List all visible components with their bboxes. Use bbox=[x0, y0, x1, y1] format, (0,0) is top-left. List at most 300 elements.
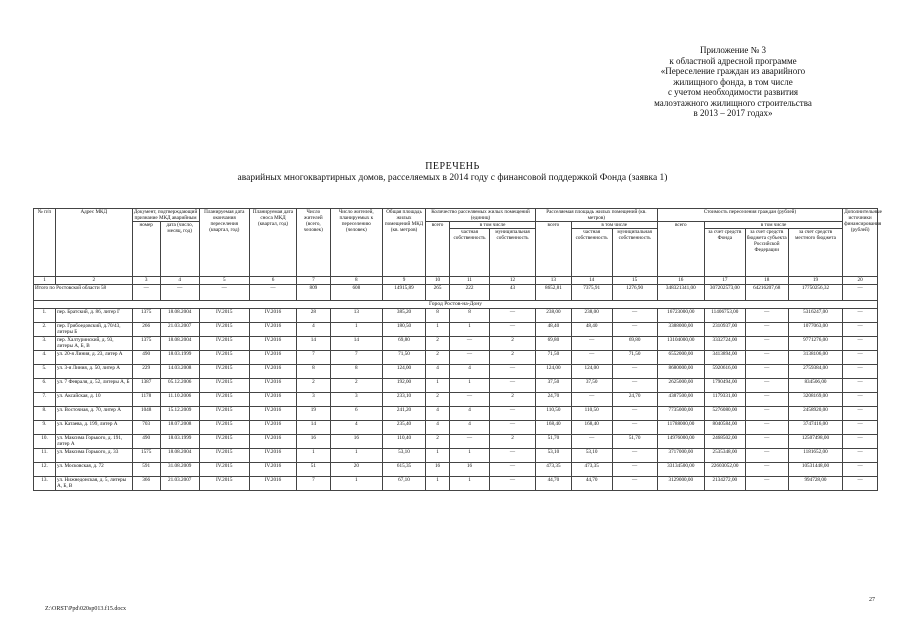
appendix-note bbox=[583, 45, 883, 119]
table-cell: 233,10 bbox=[383, 393, 426, 407]
table-cell: IV.2016 bbox=[249, 435, 296, 449]
table-cell: 490 bbox=[132, 351, 160, 365]
table-cell: 3413894,00 bbox=[704, 351, 745, 365]
column-number: 14 bbox=[571, 277, 612, 285]
table-cell: 2 bbox=[489, 435, 535, 449]
table-cell: — bbox=[612, 421, 657, 435]
column-number: 15 bbox=[612, 277, 657, 285]
table-cell: 473,35 bbox=[571, 463, 612, 477]
row-address: ул. Московская, д. 72 bbox=[56, 463, 133, 477]
table-cell: — bbox=[450, 351, 490, 365]
table-cell: 53,10 bbox=[536, 449, 572, 463]
table-cell: — bbox=[843, 421, 878, 435]
table-cell: 11788000,00 bbox=[657, 421, 704, 435]
table-cell: 13104000,00 bbox=[657, 337, 704, 351]
table-cell: — bbox=[489, 463, 535, 477]
column-numbers-row bbox=[34, 277, 878, 285]
header-residents-planned: Число жителей, планируемых к переселению (человек) bbox=[330, 209, 382, 277]
table-cell: 11.10.2006 bbox=[160, 393, 199, 407]
table-cell: 3388000,00 bbox=[657, 323, 704, 337]
header-cost-local: за счет средств местного бюджета bbox=[788, 229, 843, 277]
table-cell: 33134500,00 bbox=[657, 463, 704, 477]
table-cell: 13 bbox=[330, 309, 382, 323]
table-cell: 1. bbox=[34, 309, 56, 323]
table-row bbox=[34, 365, 878, 379]
table-cell: 1790494,00 bbox=[704, 379, 745, 393]
table-cell: — bbox=[612, 323, 657, 337]
table-cell: 19 bbox=[297, 407, 331, 421]
table-cell: 235,40 bbox=[383, 421, 426, 435]
table-cell: 11406753,00 bbox=[704, 309, 745, 323]
table-cell: 1 bbox=[297, 449, 331, 463]
table-cell: 14 bbox=[297, 421, 331, 435]
table-cell: — bbox=[450, 393, 490, 407]
table-row bbox=[34, 393, 878, 407]
table-cell: — bbox=[612, 449, 657, 463]
table-cell: 16 bbox=[450, 463, 490, 477]
table-cell: — bbox=[571, 435, 612, 449]
table-cell: 3 bbox=[330, 393, 382, 407]
table-cell: 16 bbox=[330, 435, 382, 449]
column-number: 5 bbox=[199, 277, 249, 285]
table-cell: 24,70 bbox=[612, 393, 657, 407]
table-cell: IV.2016 bbox=[249, 379, 296, 393]
table-cell: 703 bbox=[132, 421, 160, 435]
summary-row bbox=[34, 285, 878, 301]
table-cell: 4387500,00 bbox=[657, 393, 704, 407]
table-cell: 2 bbox=[426, 351, 450, 365]
header-extra: Дополнительные источники финансирования (рублей) bbox=[843, 209, 878, 277]
table-cell: 192,00 bbox=[383, 379, 426, 393]
column-number: 3 bbox=[132, 277, 160, 285]
table-cell: 9. bbox=[34, 421, 56, 435]
row-address: ул. 7 Февраля, д. 52, литеры А, Б bbox=[56, 379, 133, 393]
table-cell: 3 bbox=[297, 393, 331, 407]
table-cell: 14 bbox=[330, 337, 382, 351]
summary-cell: 14915,89 bbox=[383, 285, 426, 301]
table-cell: 53,10 bbox=[383, 449, 426, 463]
table-cell: 12. bbox=[34, 463, 56, 477]
table-cell: 21.03.2007 bbox=[160, 323, 199, 337]
summary-label: Итого по Ростовской области 58 bbox=[34, 285, 133, 301]
header-row-2 bbox=[34, 222, 878, 229]
table-cell: — bbox=[612, 309, 657, 323]
table-cell: 16 bbox=[297, 435, 331, 449]
appendix-line: жилищного фонда, в том числе bbox=[673, 76, 793, 87]
table-cell: 11. bbox=[34, 449, 56, 463]
summary-cell: 43 bbox=[489, 285, 535, 301]
row-address: ул. 3-я Линия, д. 50, литер А bbox=[56, 365, 133, 379]
table-cell: IV.2016 bbox=[249, 393, 296, 407]
table-cell: IV.2015 bbox=[199, 421, 249, 435]
appendix-line: с учетом необходимости развития bbox=[667, 87, 799, 97]
table-row bbox=[34, 379, 878, 393]
table-cell: 1178 bbox=[132, 393, 160, 407]
table-cell: 51,70 bbox=[536, 435, 572, 449]
header-cost-total: всего bbox=[657, 222, 704, 277]
table-cell: IV.2015 bbox=[199, 477, 249, 491]
table-cell: 591 bbox=[132, 463, 160, 477]
table-cell: — bbox=[843, 323, 878, 337]
column-number: 4 bbox=[160, 277, 199, 285]
table-cell: 16 bbox=[426, 463, 450, 477]
table-cell: IV.2015 bbox=[199, 365, 249, 379]
table-cell: 05.12.2006 bbox=[160, 379, 199, 393]
header-area-total: всего bbox=[536, 222, 572, 277]
header-cost: Стоимость переселения граждан (рублей) bbox=[657, 209, 843, 222]
table-cell: — bbox=[571, 337, 612, 351]
table-cell: 1077063,00 bbox=[788, 323, 843, 337]
table-cell: 238,00 bbox=[536, 309, 572, 323]
table-row bbox=[34, 435, 878, 449]
table-cell: 834506,00 bbox=[788, 379, 843, 393]
table-cell: 994728,00 bbox=[788, 477, 843, 491]
table-row bbox=[34, 323, 878, 337]
header-document: Документ, подтверждающий признание МКД аварийным bbox=[133, 209, 198, 221]
table-cell: — bbox=[745, 407, 788, 421]
table-cell: 18.08.2004 bbox=[160, 337, 199, 351]
city-name: Город Ростов-на-Дону bbox=[34, 301, 878, 309]
table-cell: 1 bbox=[450, 379, 490, 393]
table-cell: 266 bbox=[132, 323, 160, 337]
table-cell: 21.03.2007 bbox=[160, 477, 199, 491]
table-cell: IV.2015 bbox=[199, 449, 249, 463]
table-cell: IV.2015 bbox=[199, 463, 249, 477]
table-cell: 69,80 bbox=[536, 337, 572, 351]
table-cell: 1179331,00 bbox=[704, 393, 745, 407]
column-number: 17 bbox=[704, 277, 745, 285]
table-cell: IV.2015 bbox=[199, 379, 249, 393]
table-cell: 4 bbox=[297, 323, 331, 337]
table-cell: 67,10 bbox=[383, 477, 426, 491]
row-address: ул. Аксайская, д. 10 bbox=[56, 393, 133, 407]
table-cell: 1 bbox=[330, 477, 382, 491]
column-number: 18 bbox=[745, 277, 788, 285]
column-number: 11 bbox=[450, 277, 490, 285]
table-cell: 44,70 bbox=[571, 477, 612, 491]
table-cell: IV.2016 bbox=[249, 309, 296, 323]
header-rooms-private: частная собственность bbox=[450, 229, 490, 277]
column-number: 13 bbox=[536, 277, 572, 285]
table-row bbox=[34, 407, 878, 421]
table-cell: — bbox=[745, 365, 788, 379]
summary-cell: 1276,90 bbox=[612, 285, 657, 301]
table-cell: 51,70 bbox=[612, 435, 657, 449]
table-cell: 24,70 bbox=[536, 393, 572, 407]
table-row bbox=[34, 309, 878, 323]
table-cell: 10531448,00 bbox=[788, 463, 843, 477]
column-number: 8 bbox=[330, 277, 382, 285]
row-address: ул. Катаева, д. 199, литер А bbox=[56, 421, 133, 435]
table-cell: 3208169,00 bbox=[788, 393, 843, 407]
table-cell: IV.2016 bbox=[249, 323, 296, 337]
summary-cell: 222 bbox=[450, 285, 490, 301]
appendix-line: «Переселение граждан из аварийного bbox=[660, 66, 806, 76]
header-doc-date: дата (число, месяц, год) bbox=[160, 222, 199, 277]
table-cell: 8 bbox=[450, 309, 490, 323]
column-number: 2 bbox=[56, 277, 133, 285]
table-row bbox=[34, 477, 878, 491]
table-cell: 14.03.2008 bbox=[160, 365, 199, 379]
table-cell: — bbox=[843, 449, 878, 463]
table-cell: 48,40 bbox=[536, 323, 572, 337]
header-cost-fund: за счет средств Фонда bbox=[704, 229, 745, 277]
row-address: ул. Максима Горького, д. 191, литер А bbox=[56, 435, 133, 449]
table-cell: 110,40 bbox=[383, 435, 426, 449]
table-cell: 5316247,00 bbox=[788, 309, 843, 323]
table-cell: IV.2016 bbox=[249, 351, 296, 365]
row-address: ул. 20-я Линия, д. 23, литер А bbox=[56, 351, 133, 365]
row-address: пер. Халтуринский, д. 93, литеры А, Б, В bbox=[56, 337, 133, 351]
table-cell: 48,40 bbox=[571, 323, 612, 337]
table-cell: 18.08.2004 bbox=[160, 309, 199, 323]
summary-cell: 809 bbox=[297, 285, 331, 301]
table-cell: — bbox=[843, 407, 878, 421]
table-cell: IV.2016 bbox=[249, 365, 296, 379]
summary-cell: 64216207,68 bbox=[745, 285, 788, 301]
table-cell: 2468502,00 bbox=[704, 435, 745, 449]
table-cell: IV.2016 bbox=[249, 407, 296, 421]
file-path: Z:\ORST\Ppd\020sp013.f15.docx bbox=[45, 606, 127, 612]
table-cell: 53,10 bbox=[571, 449, 612, 463]
table-cell: 71,50 bbox=[536, 351, 572, 365]
header-total-area: Общая площадь жилых помещений МКД (кв. метров) bbox=[383, 209, 426, 277]
table-cell: 22603052,00 bbox=[704, 463, 745, 477]
table-cell: — bbox=[450, 435, 490, 449]
table-cell: 8 bbox=[426, 309, 450, 323]
header-rooms-incl: в том числе bbox=[450, 222, 536, 229]
table-row bbox=[34, 463, 878, 477]
header-area-private: частная собственность bbox=[571, 229, 612, 277]
table-cell: 6. bbox=[34, 379, 56, 393]
table-cell: — bbox=[489, 309, 535, 323]
table-cell: 366 bbox=[132, 477, 160, 491]
header-residents: Число жителей (всего, человек) bbox=[297, 209, 331, 277]
table-cell: 2. bbox=[34, 323, 56, 337]
table-cell: 7 bbox=[297, 477, 331, 491]
table-cell: 2535348,00 bbox=[704, 449, 745, 463]
table-cell: 12507498,00 bbox=[788, 435, 843, 449]
table-cell: 1 bbox=[426, 379, 450, 393]
table-cell: — bbox=[843, 351, 878, 365]
table-row bbox=[34, 421, 878, 435]
table-cell: 4 bbox=[450, 407, 490, 421]
table-cell: 1 bbox=[450, 449, 490, 463]
table-cell: 124,00 bbox=[571, 365, 612, 379]
table-cell: 8 bbox=[330, 365, 382, 379]
table-cell: — bbox=[843, 435, 878, 449]
table-cell: 2 bbox=[489, 351, 535, 365]
table-cell: 18.03.1999 bbox=[160, 435, 199, 449]
table-cell: 71,50 bbox=[383, 351, 426, 365]
row-address: ул. Максима Горького, д. 33 bbox=[56, 449, 133, 463]
table-cell: 8680000,00 bbox=[657, 365, 704, 379]
table-cell: 1 bbox=[330, 323, 382, 337]
table-cell: 4 bbox=[450, 365, 490, 379]
table-cell: 110,50 bbox=[536, 407, 572, 421]
table-cell: 238,00 bbox=[571, 309, 612, 323]
city-row bbox=[34, 301, 878, 309]
table-cell: 110,50 bbox=[571, 407, 612, 421]
table-cell: 37,50 bbox=[571, 379, 612, 393]
table-cell: IV.2015 bbox=[199, 323, 249, 337]
column-number: 1 bbox=[34, 277, 56, 285]
table-cell: 2134272,00 bbox=[704, 477, 745, 491]
appendix-line: в 2013 – 2017 годах» bbox=[693, 108, 773, 118]
table-cell: — bbox=[745, 379, 788, 393]
table-cell: 51 bbox=[297, 463, 331, 477]
appendix-line: к областной адресной программе bbox=[669, 55, 797, 66]
document-subtitle: аварийных многоквартирных домов, расселяемых в 2014 году с финансовой поддержкой Фонда (заявка 1) bbox=[237, 173, 668, 183]
table-cell: — bbox=[489, 323, 535, 337]
table-cell: 180,50 bbox=[383, 323, 426, 337]
header-cost-incl: в том числе bbox=[704, 222, 842, 229]
header-area-resettled: Расселяемая площадь жилых помещений (кв. метров) bbox=[536, 209, 658, 222]
houses-table bbox=[33, 208, 882, 491]
table-cell: 5. bbox=[34, 365, 56, 379]
table-cell: — bbox=[571, 351, 612, 365]
row-address: пер. Грибоедовский, д.70/43, литеры Б bbox=[56, 323, 133, 337]
table-cell: — bbox=[489, 407, 535, 421]
table-cell: 8040584,00 bbox=[704, 421, 745, 435]
row-address: ул. Нижнедонская, д. 5, литеры А, Б, В bbox=[56, 477, 133, 491]
table-cell: — bbox=[612, 477, 657, 491]
header-planned-demolition: Планируемая дата сноса МКД (квартал, год) bbox=[249, 209, 296, 277]
table-cell: — bbox=[843, 337, 878, 351]
table-cell: 2 bbox=[330, 379, 382, 393]
row-address: ул. Восточная, д. 70, литер А bbox=[56, 407, 133, 421]
table-cell: IV.2016 bbox=[249, 337, 296, 351]
summary-cell: 608 bbox=[330, 285, 382, 301]
table-cell: IV.2015 bbox=[199, 393, 249, 407]
table-cell: 31.08.2009 bbox=[160, 463, 199, 477]
summary-cell: — bbox=[249, 285, 296, 301]
table-cell: 385,20 bbox=[383, 309, 426, 323]
table-cell: — bbox=[612, 463, 657, 477]
column-number: 16 bbox=[657, 277, 704, 285]
table-cell: IV.2015 bbox=[199, 435, 249, 449]
table-cell: 4 bbox=[426, 365, 450, 379]
table-cell: 1 bbox=[426, 323, 450, 337]
table-row bbox=[34, 449, 878, 463]
header-no: № п/п bbox=[34, 209, 56, 277]
table-cell: 13. bbox=[34, 477, 56, 491]
table-cell: — bbox=[612, 379, 657, 393]
appendix-line: Приложение № 3 bbox=[700, 45, 766, 55]
table-cell: 2 bbox=[426, 337, 450, 351]
table-cell: 2310937,00 bbox=[704, 323, 745, 337]
table-cell: 2 bbox=[426, 435, 450, 449]
header-area-municipal: муниципальная собственность bbox=[612, 229, 657, 277]
page-number: 27 bbox=[869, 597, 875, 603]
table-cell: 4. bbox=[34, 351, 56, 365]
summary-cell: 265 bbox=[426, 285, 450, 301]
summary-cell: — bbox=[199, 285, 249, 301]
table-cell: 4 bbox=[450, 421, 490, 435]
table-cell: 2458920,00 bbox=[788, 407, 843, 421]
table-cell: 1 bbox=[426, 449, 450, 463]
column-number: 7 bbox=[297, 277, 331, 285]
table-cell: 20 bbox=[330, 463, 382, 477]
header-rooms-municipal: муниципальная собственность bbox=[489, 229, 535, 277]
table-cell: 241,20 bbox=[383, 407, 426, 421]
column-number: 9 bbox=[383, 277, 426, 285]
table-cell: 7. bbox=[34, 393, 56, 407]
summary-cell: 8652,81 bbox=[536, 285, 572, 301]
table-cell: 3332724,00 bbox=[704, 337, 745, 351]
table-cell: 4 bbox=[426, 421, 450, 435]
table-row bbox=[34, 351, 878, 365]
table-cell: — bbox=[843, 379, 878, 393]
table-cell: 4 bbox=[426, 407, 450, 421]
summary-cell: — bbox=[160, 285, 199, 301]
table-cell: 7 bbox=[297, 351, 331, 365]
table-cell: 229 bbox=[132, 365, 160, 379]
table-cell: 490 bbox=[132, 435, 160, 449]
table-cell: — bbox=[489, 379, 535, 393]
summary-cell: 17750256,32 bbox=[788, 285, 843, 301]
table-cell: 1575 bbox=[132, 449, 160, 463]
table-cell: 3138106,00 bbox=[788, 351, 843, 365]
table-cell: — bbox=[745, 463, 788, 477]
header-area-incl: в том числе bbox=[571, 222, 657, 229]
table-cell: — bbox=[843, 463, 878, 477]
table-cell: 5920616,00 bbox=[704, 365, 745, 379]
column-number: 10 bbox=[426, 277, 450, 285]
summary-cell: 7375,91 bbox=[571, 285, 612, 301]
table-cell: 18.07.2008 bbox=[160, 421, 199, 435]
header-cost-regional: за счет средств бюджета субъекта Российской Федерации bbox=[745, 229, 788, 277]
table-cell: IV.2016 bbox=[249, 449, 296, 463]
header-address: Адрес МКД bbox=[56, 209, 133, 277]
table-cell: 7735000,00 bbox=[657, 407, 704, 421]
table-cell: IV.2015 bbox=[199, 407, 249, 421]
column-number: 20 bbox=[843, 277, 878, 285]
summary-cell: 348321341,00 bbox=[657, 285, 704, 301]
header-planned-end: Планируемая дата окончания переселения (квартал, год) bbox=[199, 209, 249, 277]
table-cell: 8 bbox=[297, 365, 331, 379]
table-cell: — bbox=[745, 421, 788, 435]
table-cell: — bbox=[489, 449, 535, 463]
table-cell: — bbox=[843, 365, 878, 379]
table-cell: IV.2015 bbox=[199, 351, 249, 365]
table-cell: — bbox=[843, 309, 878, 323]
table-cell: — bbox=[612, 407, 657, 421]
table-cell: 168,40 bbox=[571, 421, 612, 435]
column-number: 12 bbox=[489, 277, 535, 285]
table-cell: 6552000,00 bbox=[657, 351, 704, 365]
table-cell: — bbox=[745, 435, 788, 449]
table-cell: — bbox=[745, 449, 788, 463]
table-cell: 15.12.2009 bbox=[160, 407, 199, 421]
table-cell: 1375 bbox=[132, 309, 160, 323]
table-cell: 6 bbox=[330, 407, 382, 421]
table-cell: 615,35 bbox=[383, 463, 426, 477]
table-cell: — bbox=[612, 365, 657, 379]
table-cell: 2 bbox=[489, 337, 535, 351]
table-cell: 3. bbox=[34, 337, 56, 351]
table-cell: 1 bbox=[330, 449, 382, 463]
table-cell: 2759384,00 bbox=[788, 365, 843, 379]
table-cell: — bbox=[745, 351, 788, 365]
table-cell: 1387 bbox=[132, 379, 160, 393]
table-cell: — bbox=[489, 477, 535, 491]
table-cell: 7 bbox=[330, 351, 382, 365]
table-cell: 2 bbox=[297, 379, 331, 393]
row-address: пер. Братский, д. 86, литер Г bbox=[56, 309, 133, 323]
table-cell: — bbox=[450, 337, 490, 351]
table-cell: 14976000,00 bbox=[657, 435, 704, 449]
